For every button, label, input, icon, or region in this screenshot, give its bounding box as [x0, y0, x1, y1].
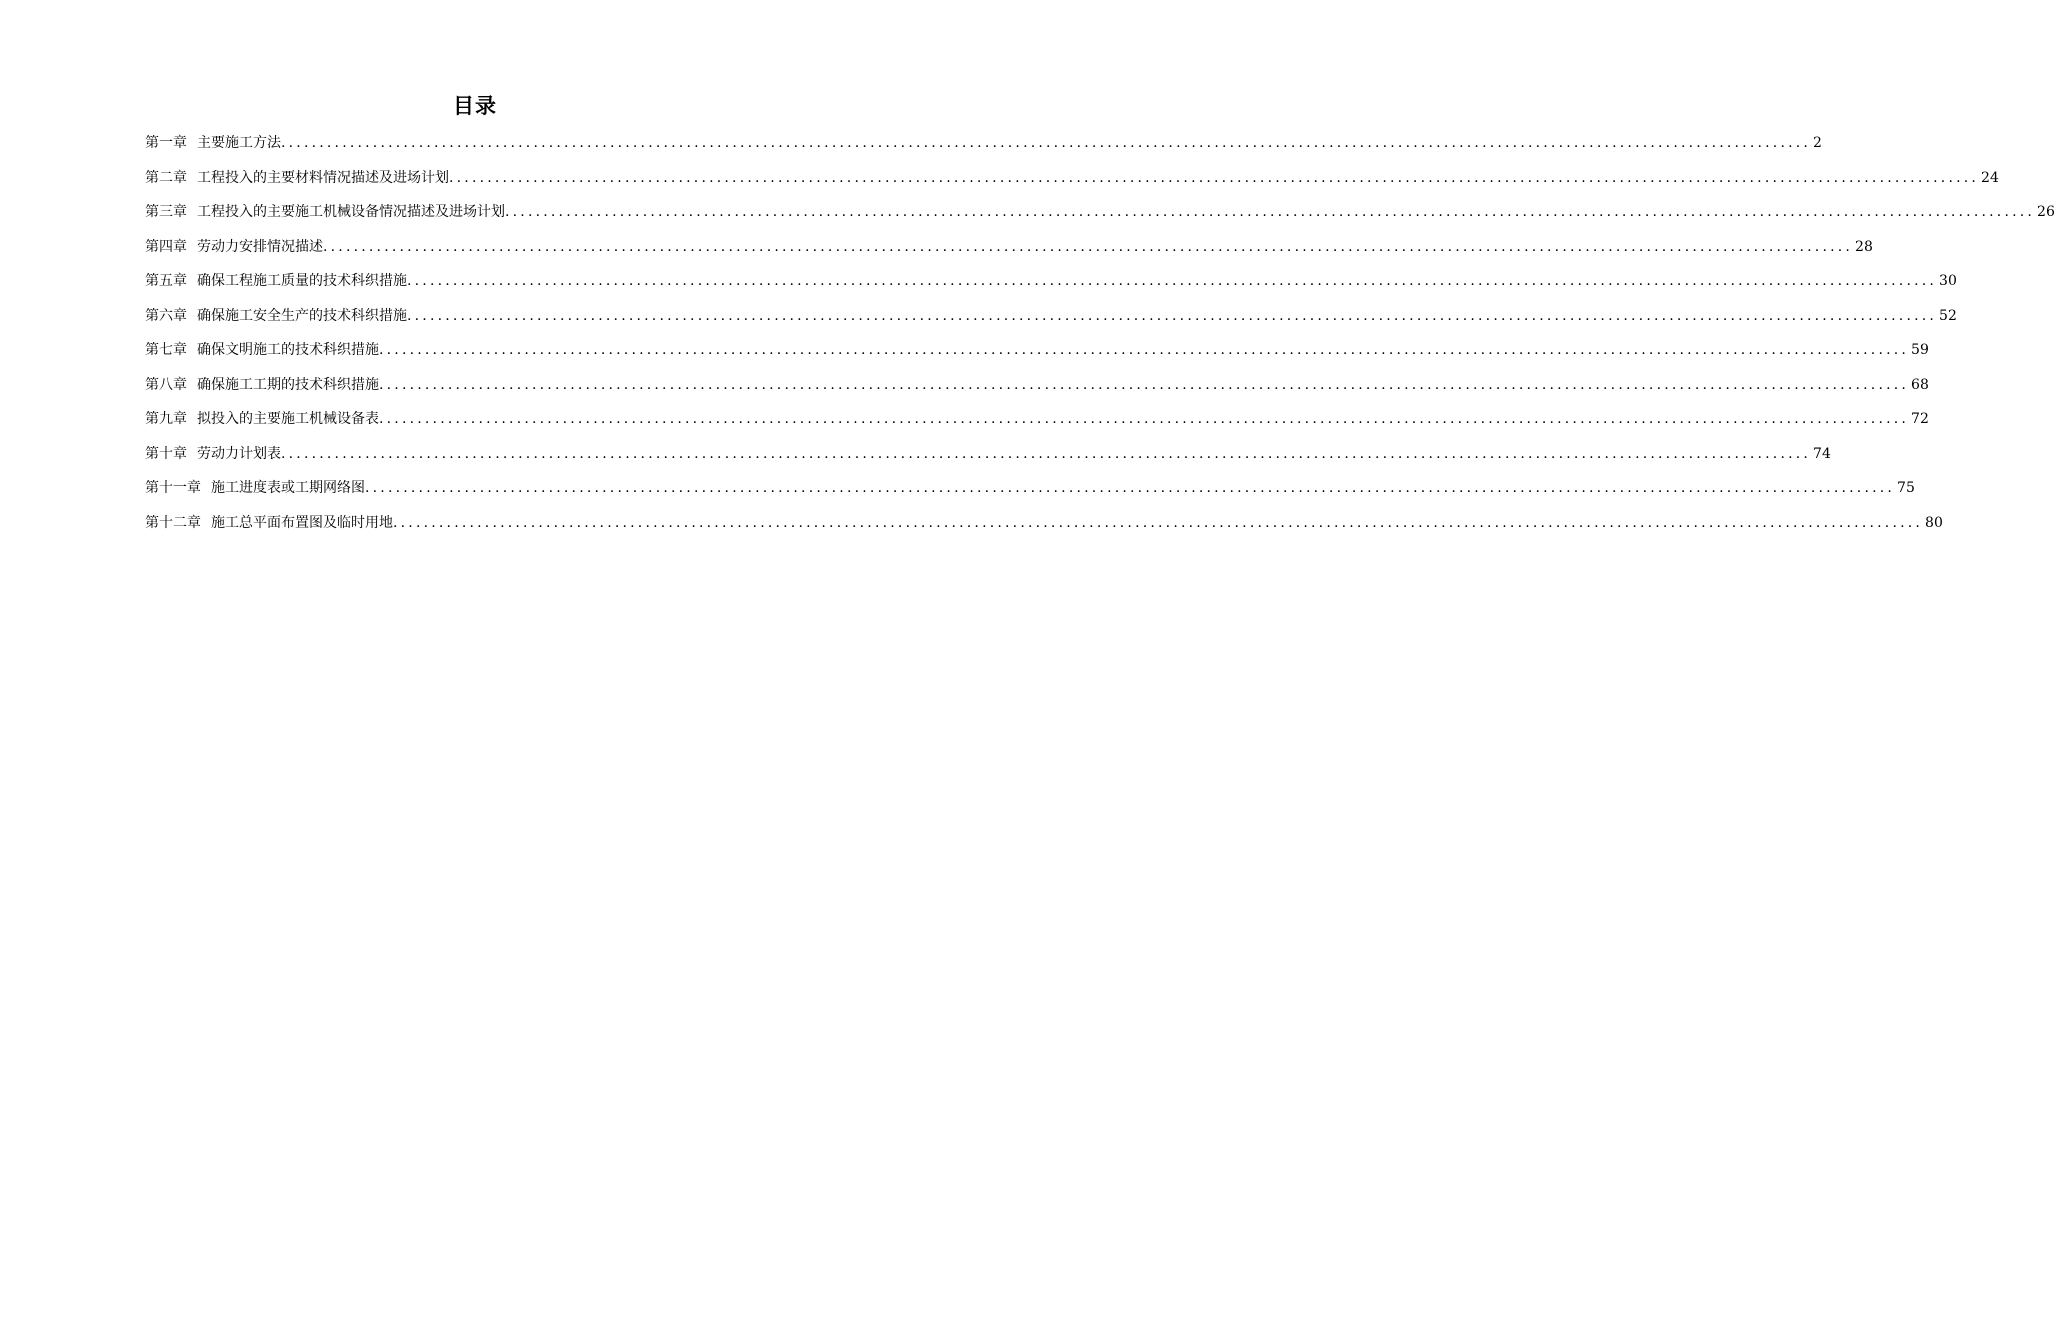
toc-chapter-heading: 劳动力计划表 — [197, 445, 281, 462]
toc-dot-leader: ........................................................................................................................................................................................................ — [407, 273, 1938, 289]
toc-dot-leader: ........................................................................................................................................................................................................ — [281, 135, 1812, 151]
toc-chapter-number: 第三章 — [145, 204, 187, 220]
toc-chapter-number: 第二章 — [145, 169, 187, 186]
toc-page-number: 74 — [1813, 445, 1831, 462]
toc-entry[interactable] — [145, 404, 1929, 439]
toc-chapter-heading: 施工总平面布置图及临时用地 — [211, 514, 393, 531]
toc-page-number: 72 — [1911, 411, 1929, 427]
toc-entry[interactable] — [145, 370, 1929, 405]
toc-entry[interactable] — [145, 508, 1943, 543]
toc-entry[interactable] — [145, 301, 1957, 336]
toc-page-number: 52 — [1939, 307, 1957, 324]
toc-chapter-number: 第八章 — [145, 376, 187, 393]
toc-page-number: 68 — [1911, 376, 1929, 393]
toc-dot-leader: ........................................................................................................................................................................................................ — [379, 342, 1910, 358]
toc-dot-leader: ........................................................................................................................................................................................................ — [379, 411, 1910, 427]
toc-entry[interactable] — [145, 197, 2055, 232]
toc-chapter-heading: 确保文明施工的技术科织措施 — [197, 342, 379, 358]
toc-page-number: 75 — [1897, 480, 1915, 496]
toc-entry[interactable] — [145, 232, 1873, 267]
toc-chapter-heading: 确保施工安全生产的技术科织措施 — [197, 307, 407, 324]
toc-chapter-heading: 劳动力安排情况描述 — [197, 238, 323, 255]
toc-chapter-heading: 拟投入的主要施工机械设备表 — [197, 411, 379, 427]
toc-chapter-heading: 确保工程施工质量的技术科织措施 — [197, 273, 407, 289]
toc-chapter-heading: 主要施工方法 — [197, 135, 281, 151]
toc-chapter-number: 第七章 — [145, 342, 187, 358]
toc-dot-leader: ........................................................................................................................................................................................................ — [365, 480, 1896, 496]
toc-page-number: 59 — [1911, 342, 1929, 358]
toc-chapter-heading: 工程投入的主要施工机械设备情况描述及进场计划 — [197, 204, 505, 220]
toc-dot-leader: ........................................................................................................................................................................................................ — [379, 376, 1910, 393]
toc-dot-leader: ........................................................................................................................................................................................................ — [449, 169, 1980, 186]
toc-chapter-number: 第五章 — [145, 273, 187, 289]
toc-entry[interactable] — [145, 335, 1929, 370]
toc-page-number: 24 — [1981, 169, 1999, 186]
toc-dot-leader: ........................................................................................................................................................................................................ — [323, 238, 1854, 255]
toc-dot-leader: ........................................................................................................................................................................................................ — [505, 204, 2036, 220]
toc-page-number: 80 — [1925, 514, 1943, 531]
toc-chapter-number: 第十章 — [145, 445, 187, 462]
toc-chapter-heading: 确保施工工期的技术科织措施 — [197, 376, 379, 393]
toc-page-number: 30 — [1939, 273, 1957, 289]
toc-dot-leader: ........................................................................................................................................................................................................ — [393, 514, 1924, 531]
toc-entry[interactable] — [145, 439, 1831, 474]
toc-entry[interactable] — [145, 163, 1999, 198]
toc-dot-leader: ........................................................................................................................................................................................................ — [281, 445, 1812, 462]
toc-page-number: 2 — [1813, 135, 1822, 151]
toc-entry[interactable] — [145, 473, 1915, 508]
toc-chapter-number: 第四章 — [145, 238, 187, 255]
toc-title: 目录 — [453, 94, 497, 118]
toc-dot-leader: ........................................................................................................................................................................................................ — [407, 307, 1938, 324]
toc-page-number: 28 — [1855, 238, 1873, 255]
toc-page-number: 26 — [2037, 204, 2055, 220]
toc-chapter-heading: 工程投入的主要材料情况描述及进场计划 — [197, 169, 449, 186]
table-of-contents — [145, 128, 2055, 542]
toc-chapter-heading: 施工进度表或工期网络图 — [211, 480, 365, 496]
toc-chapter-number: 第一章 — [145, 135, 187, 151]
toc-chapter-number: 第十一章 — [145, 480, 201, 496]
toc-entry[interactable] — [145, 266, 1957, 301]
toc-chapter-number: 第十二章 — [145, 514, 201, 531]
toc-chapter-number: 第九章 — [145, 411, 187, 427]
toc-entry[interactable] — [145, 128, 1822, 163]
toc-chapter-number: 第六章 — [145, 307, 187, 324]
